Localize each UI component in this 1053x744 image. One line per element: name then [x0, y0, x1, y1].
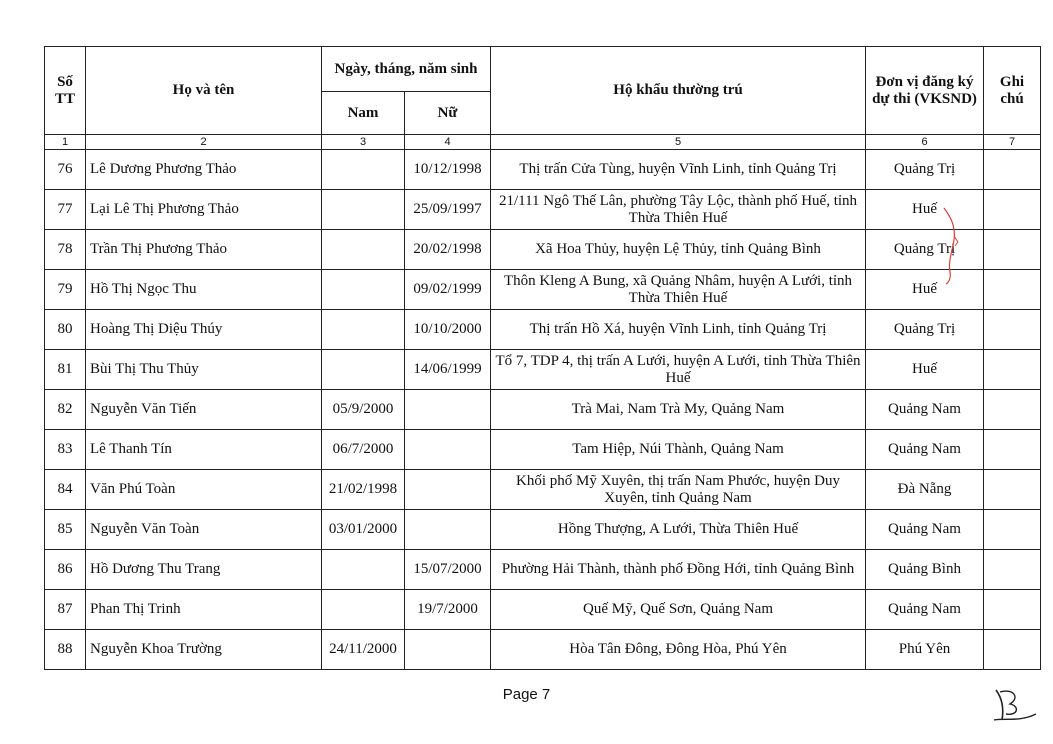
- dob-male-cell: [322, 270, 405, 310]
- name-cell: Lại Lê Thị Phương Thảo: [86, 190, 322, 230]
- unit-cell: Quảng Trị: [866, 230, 984, 270]
- table-row: [45, 550, 1041, 590]
- stt-cell: 78: [45, 230, 86, 270]
- header-note: Ghi chú: [984, 47, 1041, 135]
- dob-female-cell: 19/7/2000: [405, 590, 491, 630]
- dob-female-cell: 14/06/1999: [405, 350, 491, 390]
- header-name: Họ và tên: [86, 47, 322, 135]
- column-number: 6: [866, 135, 984, 150]
- column-number: 2: [86, 135, 322, 150]
- column-number: 7: [984, 135, 1041, 150]
- header-unit: Đơn vị đăng ký dự thi (VKSND): [866, 47, 984, 135]
- dob-male-cell: [322, 230, 405, 270]
- note-cell: [984, 390, 1041, 430]
- dob-female-cell: 10/12/1998: [405, 150, 491, 190]
- unit-cell: Phú Yên: [866, 630, 984, 670]
- unit-cell: Huế: [866, 350, 984, 390]
- stt-cell: 85: [45, 510, 86, 550]
- table-row: [45, 310, 1041, 350]
- candidate-rows: [45, 150, 1041, 670]
- address-cell: Trà Mai, Nam Trà My, Quảng Nam: [491, 390, 866, 430]
- note-cell: [984, 230, 1041, 270]
- dob-male-cell: 06/7/2000: [322, 430, 405, 470]
- unit-cell: Quảng Nam: [866, 430, 984, 470]
- note-cell: [984, 350, 1041, 390]
- column-number-row: [45, 135, 1041, 150]
- name-cell: Nguyễn Văn Tiến: [86, 390, 322, 430]
- name-cell: Hồ Dương Thu Trang: [86, 550, 322, 590]
- address-cell: Xã Hoa Thủy, huyện Lệ Thủy, tỉnh Quảng Bình: [491, 230, 866, 270]
- name-cell: Văn Phú Toàn: [86, 470, 322, 510]
- table-row: [45, 230, 1041, 270]
- note-cell: [984, 310, 1041, 350]
- dob-female-cell: 15/07/2000: [405, 550, 491, 590]
- stt-cell: 81: [45, 350, 86, 390]
- stt-cell: 87: [45, 590, 86, 630]
- header-stt: Số TT: [45, 47, 86, 135]
- header-row-top: [45, 47, 1041, 92]
- column-number: 4: [405, 135, 491, 150]
- signature-initials-icon: [990, 684, 1040, 728]
- note-cell: [984, 430, 1041, 470]
- note-cell: [984, 510, 1041, 550]
- dob-male-cell: 21/02/1998: [322, 470, 405, 510]
- dob-male-cell: [322, 310, 405, 350]
- note-cell: [984, 550, 1041, 590]
- unit-cell: Quảng Bình: [866, 550, 984, 590]
- name-cell: Trần Thị Phương Thảo: [86, 230, 322, 270]
- dob-female-cell: 20/02/1998: [405, 230, 491, 270]
- name-cell: Lê Dương Phương Thảo: [86, 150, 322, 190]
- stt-cell: 82: [45, 390, 86, 430]
- dob-female-cell: [405, 510, 491, 550]
- dob-female-cell: [405, 630, 491, 670]
- dob-female-cell: 10/10/2000: [405, 310, 491, 350]
- dob-male-cell: [322, 550, 405, 590]
- dob-male-cell: [322, 350, 405, 390]
- note-cell: [984, 630, 1041, 670]
- stt-cell: 77: [45, 190, 86, 230]
- note-cell: [984, 470, 1041, 510]
- address-cell: Thị trấn Hồ Xá, huyện Vĩnh Linh, tỉnh Quảng Trị: [491, 310, 866, 350]
- address-cell: Thôn Kleng A Bung, xã Quảng Nhâm, huyện A Lưới, tỉnh Thừa Thiên Huế: [491, 270, 866, 310]
- unit-cell: Quảng Trị: [866, 310, 984, 350]
- column-number: 1: [45, 135, 86, 150]
- header-male: Nam: [322, 92, 405, 135]
- address-cell: Phường Hải Thành, thành phố Đồng Hới, tỉnh Quảng Bình: [491, 550, 866, 590]
- name-cell: Hoàng Thị Diệu Thúy: [86, 310, 322, 350]
- table-row: [45, 350, 1041, 390]
- unit-cell: Đà Nẵng: [866, 470, 984, 510]
- address-cell: Khối phố Mỹ Xuyên, thị trấn Nam Phước, huyện Duy Xuyên, tỉnh Quảng Nam: [491, 470, 866, 510]
- name-cell: Lê Thanh Tín: [86, 430, 322, 470]
- dob-male-cell: [322, 150, 405, 190]
- dob-female-cell: 25/09/1997: [405, 190, 491, 230]
- address-cell: 21/111 Ngô Thế Lân, phường Tây Lộc, thành phố Huế, tỉnh Thừa Thiên Huế: [491, 190, 866, 230]
- dob-male-cell: 05/9/2000: [322, 390, 405, 430]
- candidate-table: [44, 46, 1041, 670]
- stt-cell: 80: [45, 310, 86, 350]
- table-row: [45, 590, 1041, 630]
- address-cell: Hòa Tân Đông, Đông Hòa, Phú Yên: [491, 630, 866, 670]
- dob-female-cell: [405, 470, 491, 510]
- unit-cell: Quảng Trị: [866, 150, 984, 190]
- dob-female-cell: [405, 430, 491, 470]
- table-row: [45, 270, 1041, 310]
- stt-cell: 84: [45, 470, 86, 510]
- stt-cell: 83: [45, 430, 86, 470]
- address-cell: Thị trấn Cửa Tùng, huyện Vĩnh Linh, tỉnh Quảng Trị: [491, 150, 866, 190]
- table-row: [45, 390, 1041, 430]
- column-number: 5: [491, 135, 866, 150]
- name-cell: Phan Thị Trinh: [86, 590, 322, 630]
- page-number: Page 7: [502, 686, 551, 703]
- name-cell: Hồ Thị Ngọc Thu: [86, 270, 322, 310]
- stt-cell: 88: [45, 630, 86, 670]
- name-cell: Nguyễn Văn Toàn: [86, 510, 322, 550]
- dob-male-cell: 03/01/2000: [322, 510, 405, 550]
- address-cell: Tổ 7, TDP 4, thị trấn A Lưới, huyện A Lưới, tỉnh Thừa Thiên Huế: [491, 350, 866, 390]
- dob-male-cell: 24/11/2000: [322, 630, 405, 670]
- stt-cell: 76: [45, 150, 86, 190]
- table-row: [45, 630, 1041, 670]
- unit-cell: Huế: [866, 190, 984, 230]
- stt-cell: 86: [45, 550, 86, 590]
- address-cell: Hồng Thượng, A Lưới, Thừa Thiên Huế: [491, 510, 866, 550]
- header-dob: Ngày, tháng, năm sinh: [322, 47, 491, 92]
- note-cell: [984, 190, 1041, 230]
- note-cell: [984, 270, 1041, 310]
- dob-female-cell: 09/02/1999: [405, 270, 491, 310]
- unit-cell: Quảng Nam: [866, 510, 984, 550]
- dob-male-cell: [322, 590, 405, 630]
- table-row: [45, 510, 1041, 550]
- red-pen-mark-icon: [940, 206, 962, 286]
- name-cell: Nguyễn Khoa Trường: [86, 630, 322, 670]
- note-cell: [984, 590, 1041, 630]
- unit-cell: Quảng Nam: [866, 390, 984, 430]
- unit-cell: Huế: [866, 270, 984, 310]
- header-female: Nữ: [405, 92, 491, 135]
- column-number: 3: [322, 135, 405, 150]
- header-address: Hộ khẩu thường trú: [491, 47, 866, 135]
- dob-female-cell: [405, 390, 491, 430]
- table-row: [45, 190, 1041, 230]
- table-row: [45, 150, 1041, 190]
- name-cell: Bùi Thị Thu Thủy: [86, 350, 322, 390]
- stt-cell: 79: [45, 270, 86, 310]
- table-row: [45, 430, 1041, 470]
- address-cell: Tam Hiệp, Núi Thành, Quảng Nam: [491, 430, 866, 470]
- table-row: [45, 470, 1041, 510]
- candidate-list-sheet: [44, 46, 1025, 670]
- address-cell: Quế Mỹ, Quế Sơn, Quảng Nam: [491, 590, 866, 630]
- note-cell: [984, 150, 1041, 190]
- unit-cell: Quảng Nam: [866, 590, 984, 630]
- dob-male-cell: [322, 190, 405, 230]
